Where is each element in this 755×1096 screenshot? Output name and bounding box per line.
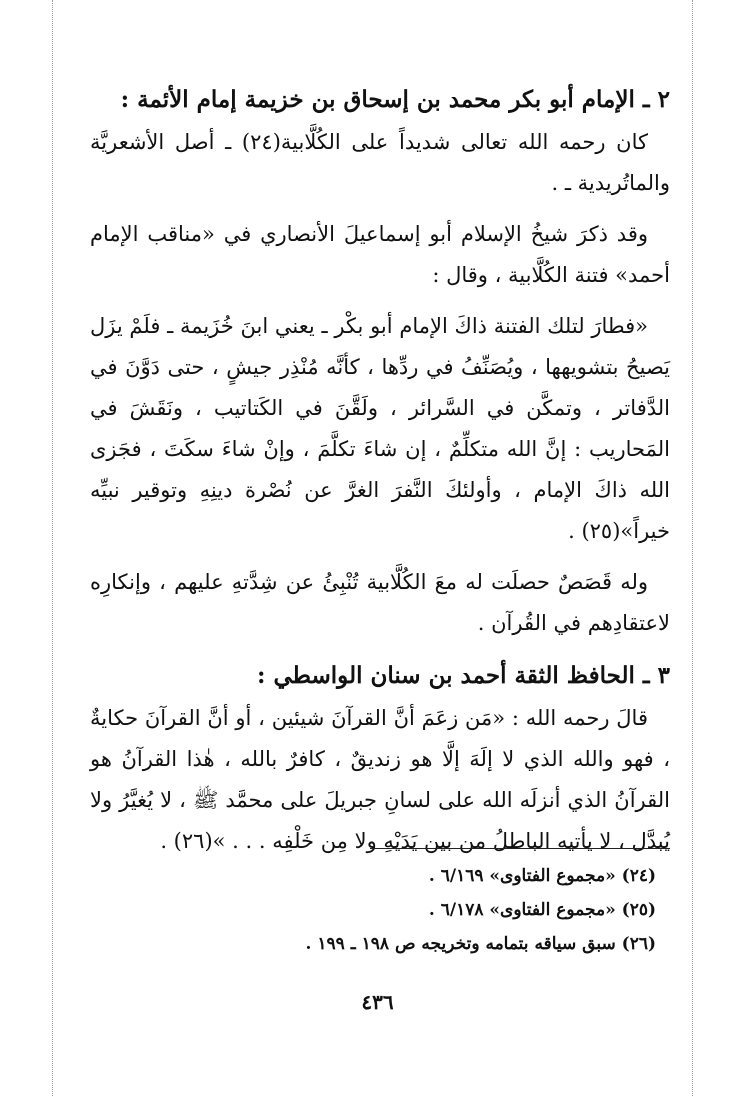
quote-paragraph: قالَ رحمه الله : «مَن زعَمَ أنَّ القرآنَ شيئين ، أو أنَّ القرآنَ حكايةٌ ، فهو والله الذي لا إلَهَ إلَّا هو زنديقٌ ، كافرٌ بالله ، هٰذا القرآنُ هو القرآنُ الذي أنزلَه الله على لسانِ جبريلَ على محمَّد ﷺ ، لا يُغيَّرُ ولا يُبدَّل ، لا يأتيه الباطلُ من بين يَدَيْهِ ولا مِن خَلْفِه . . . »(٢٦) . bbox=[90, 706, 670, 853]
paragraph: كان رحمه الله تعالى شديداً على الكُلَّابية(٢٤) ـ أصل الأشعريَّة والماتُريدية ـ . bbox=[90, 130, 670, 195]
page-number: ٤٣٦ bbox=[361, 990, 394, 1014]
footnote: (٢٤) «مجموع الفتاوى» ٦/١٦٩ . bbox=[428, 866, 656, 886]
margin-dotted-line-left bbox=[52, 0, 53, 1096]
section-heading: ٢ ـ الإمام أبو بكر محمد بن إسحاق بن خزيمة إمام الأئمة : bbox=[120, 86, 670, 113]
footnote: (٢٥) «مجموع الفتاوى» ٦/١٧٨ . bbox=[428, 900, 656, 920]
margin-dotted-line-right bbox=[692, 0, 693, 1096]
paragraph: وقد ذكرَ شيخُ الإسلام أبو إسماعيلَ الأنصاري في «مناقب الإمام أحمد» فتنة الكُلَّابية ، وقال : bbox=[90, 222, 670, 287]
page-body bbox=[90, 78, 670, 862]
footnotes bbox=[90, 848, 670, 961]
section-heading: ٣ ـ الحافظ الثقة أحمد بن سنان الواسطي : bbox=[256, 662, 670, 689]
paragraph: وله قَصَصٌ حصلَت له معَ الكُلَّابية تُنْبِئُ عن شِدَّتهِ عليهم ، وإنكارِه لاعتقادِهم في القُرآن . bbox=[90, 570, 670, 635]
footnote-divider bbox=[370, 848, 670, 849]
footnote: (٢٦) سبق سياقه بتمامه وتخريجه ص ١٩٨ ـ ١٩٩ . bbox=[305, 934, 656, 954]
quote-paragraph: «فطارَ لتلك الفتنة ذاكَ الإمام أبو بكْر ـ يعني ابنَ خُزَيمة ـ فلَمْ يزَل يَصيحُ بتشويهها ، ويُصَنِّفُ في ردِّها ، كأنَّه مُنْذِر جيشٍ ، حتى دَوَّنَ في الدَّفاتر ، وتمكَّن في السَّرائر ، ولَقَّنَ في الكَتاتيب ، ونَقَشَ في المَحاريب : إنَّ الله متكلِّمٌ ، إن شاءَ تكلَّمَ ، وإنْ شاءَ سكَتَ ، فجَزى الله ذاكَ الإمام ، وأولئكَ النَّفرَ الغرَّ عن نُصْرة دينِهِ وتوقير نبيِّه خيراً»(٢٥) . bbox=[90, 314, 670, 543]
